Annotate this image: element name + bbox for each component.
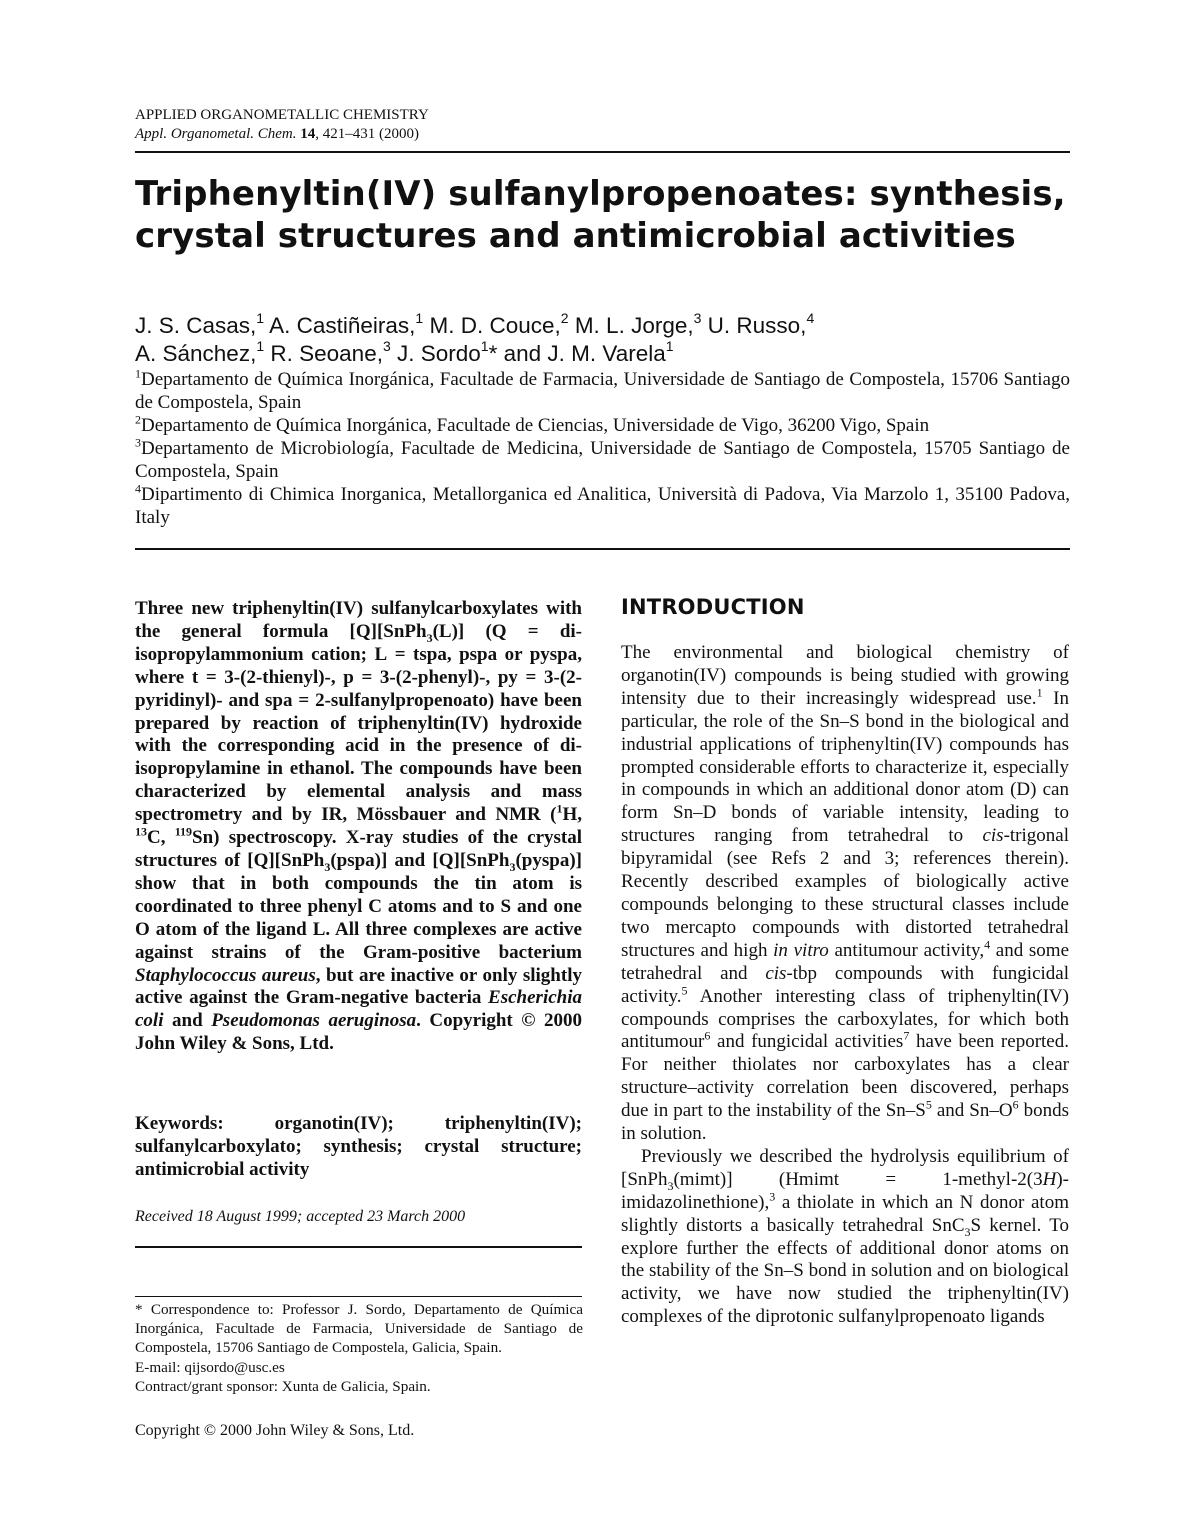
- affiliation-3: $^3$Departamento de Microbiología, Facultade de Medicina, Universidade de Santiago de Compostela, 15705 Santiago de Compostela, Spain: [135, 435, 1070, 482]
- journal-citation: [135, 125, 429, 144]
- introduction-body: [621, 642, 1069, 1329]
- author-list: J. S. Casas,$^1$ A. Castiñeiras,$^1$ M. D. Couce,$^2$ M. L. Jorge,$^3$ U. Russo,$^4$ A. Sánchez,$^1$ R. Seoane,$^3$ J. Sordo$^1$* and J. M. Varela$^1$: [135, 309, 815, 366]
- intro-paragraph-2: Previously we described the hydrolysis equilibrium of [SnPh$_3$(mimt)] (Hmimt = 1-methyl-2(3H)-imidazolinethione),$^3$ a thiolate in which an N donor atom slightly distorts a basically tetrahedral SnC$_3$S kernel. To explore further the effects of additional donor atoms on the stability of the Sn–S bond in solution and on biological activity, we have now studied the triphenyltin(IV) complexes of the diprotonic sulfanylpropenoato ligands: [621, 1145, 1069, 1328]
- intro-paragraph-1: The environmental and biological chemistry of organotin(IV) compounds is being studied with growing intensity due to their increasingly widespread use.$^1$ In particular, the role of the Sn–S bond in the biological and industrial applications of triphenyltin(IV) compounds has prompted considerable efforts to characterize it, especially in compounds in which an additional donor atom (D) can form Sn–D bonds of variable intensity, leading to structures ranging from tetrahedral to cis-trigonal bipyramidal (see Refs 2 and 3; references therein). Recently described examples of biologically active compounds belonging to these structural classes include two mercapto compounds with distorted tetrahedral structures and high in vitro antitumour activity,$^4$ and some tetrahedral and cis-tbp compounds with fungicidal activity.$^5$ Another interesting class of triphenyltin(IV) compounds comprises the carboxylates, for which both antitumour$^6$ and fungicidal activities$^7$ have been reported. For neither thiolates nor carboxylates has a clear structure–activity correlation been discovered, perhaps due in part to the instability of the $Sn-S^5$ and $Sn-O^6$ bonds in solution.: [621, 642, 1069, 1145]
- received-dates: Received 18 August 1999; accepted 23 March 2000: [135, 1208, 466, 1225]
- affiliations: [135, 368, 1070, 529]
- affiliation-4: $^4$Dipartimento di Chimica Inorganica, Metallorganica ed Analitica, Università di Padova, Via Marzolo 1, 35100 Padova, Italy: [135, 481, 1070, 528]
- copyright-line: Copyright © 2000 John Wiley & Sons, Ltd.: [135, 1422, 415, 1439]
- correspondence-footnote: * Correspondence to: Professor J. Sordo, Departamento de Química Inorgánica, Facultade de Farmacia, Universidade de Santiago de Compostela, 15706 Santiago de Compostela, Galicia, Spain. E-mail: qijsordo@usc.es Contract/grant sponsor: Xunta de Galicia, Spain.: [135, 1301, 583, 1395]
- affiliation-2: $^2$Departamento de Química Inorgánica, Facultade de Ciencias, Universidade de Vigo, 36200 Vigo, Spain: [135, 412, 930, 436]
- citation-pages: , 421–431 (2000): [315, 126, 420, 142]
- article-title: Triphenyltin(IV) sulfanylpropenoates: synthesis, crystal structures and antimicrobial activities: [135, 174, 1066, 256]
- header-rule: [135, 151, 1070, 153]
- journal-header: [135, 106, 429, 144]
- affiliation-1: $^1$Departamento de Química Inorgánica, Facultade de Farmacia, Universidade de Santiago de Compostela, 15706 Santiago de Compostela, Spain: [135, 366, 1070, 413]
- footnote-rule: [135, 1296, 582, 1297]
- journal-name: APPLIED ORGANOMETALLIC CHEMISTRY: [135, 107, 429, 123]
- section-heading-introduction: INTRODUCTION: [621, 595, 805, 619]
- citation-volume: 14: [300, 126, 316, 142]
- keywords: Keywords: organotin(IV); triphenyltin(IV); sulfanylcarboxylato; synthesis; crystal structure; antimicrobial activity: [135, 1113, 582, 1180]
- abstract-rule: [135, 1246, 582, 1248]
- citation-abbrev: Appl. Organometal. Chem.: [135, 126, 297, 142]
- abstract: Three new triphenyltin(IV) sulfanylcarboxylates with the general formula [Q][SnPh$_3$(L)] (Q = di-isopropylammonium cation; L = tspa, pspa or pyspa, where t = 3-(2-thienyl)-, p = 3-(2-phenyl)-, py = 3-(2-pyridinyl)- and spa = 2-sulfanylpropenoato) have been prepared by reaction of triphenyltin(IV) hydroxide with the corresponding acid in the presence of di-isopropylamine in ethanol. The compounds have been characterized by elemental analysis and mass spectrometry and by IR, Mössbauer and NMR ($^1$H, $^{13}$C, $^{119}$Sn) spectroscopy. X-ray studies of the crystal structures of [Q][SnPh$_3$(pspa)] and [Q][SnPh$_3$(pyspa)] show that in both compounds the tin atom is coordinated to three phenyl C atoms and to S and one O atom of the ligand L. All three complexes are active against strains of the Gram-positive bacterium Staphylococcus aureus, but are inactive or only slightly active against the Gram-negative bacteria Escherichia coli and Pseudomonas aeruginosa. Copyright © 2000 John Wiley & Sons, Ltd.: [135, 598, 583, 1055]
- affiliation-rule: [135, 548, 1070, 550]
